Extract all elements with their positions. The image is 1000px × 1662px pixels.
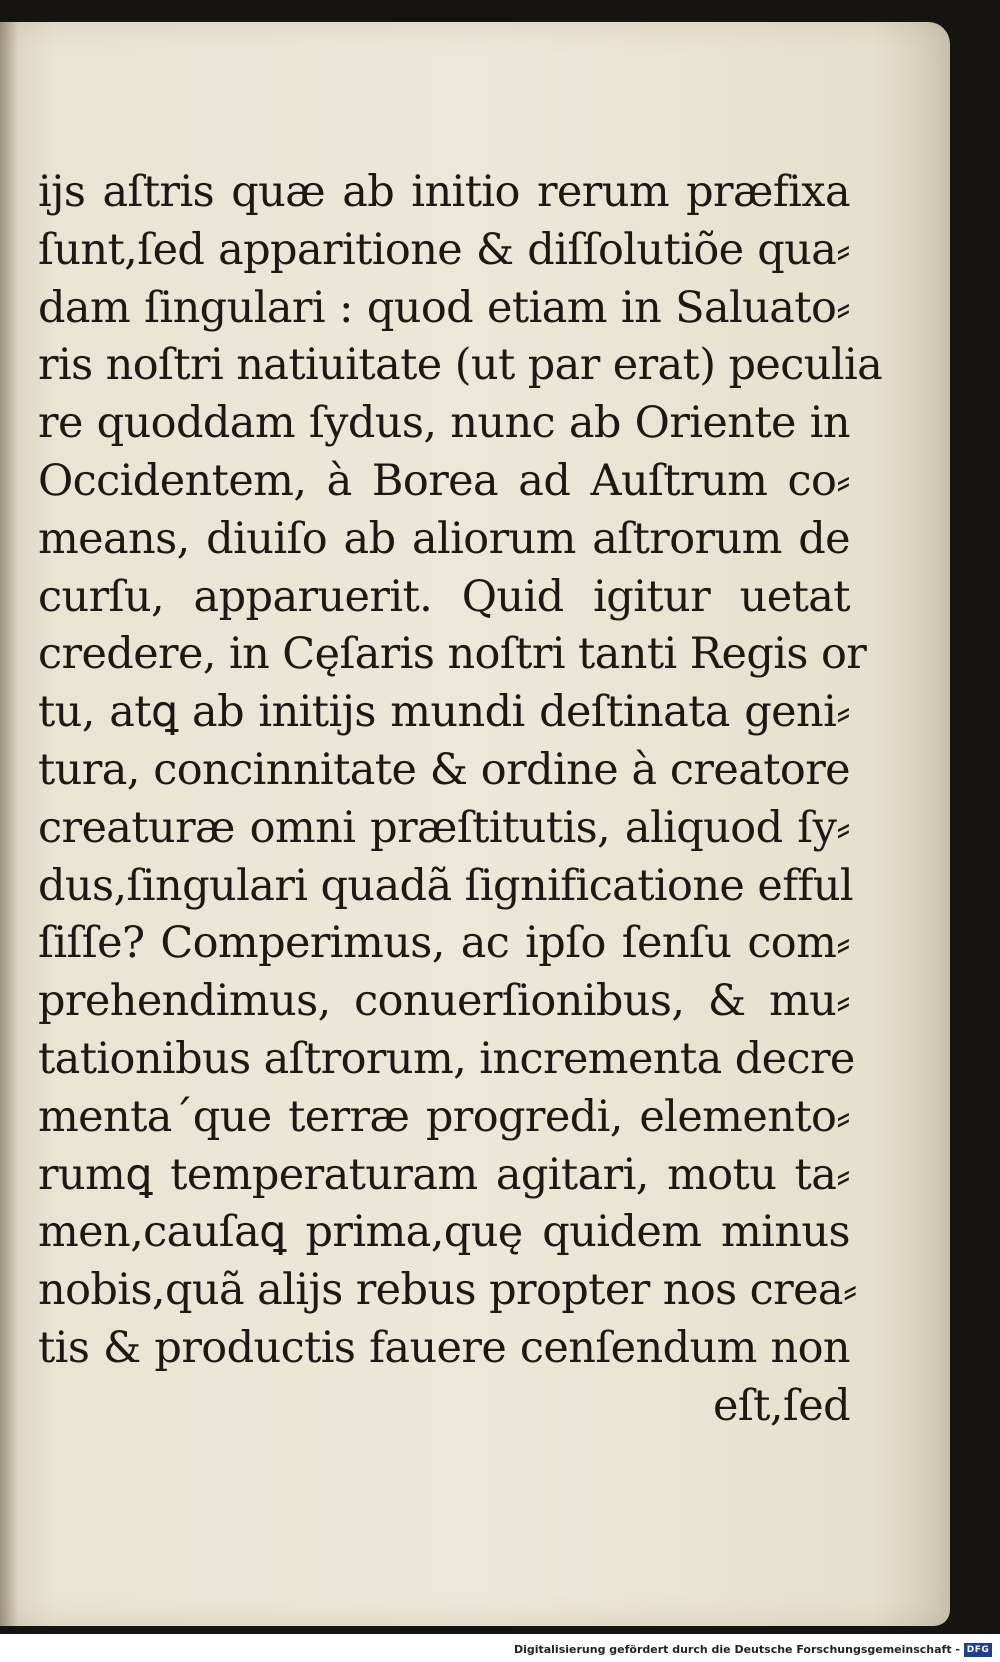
text-line: men,cauſaꝗ prima,quę quidem minus xyxy=(38,1207,850,1258)
text-line: ijs aſtris quæ ab initio rerum præfixa xyxy=(38,167,850,217)
text-line: re quoddam ſydus, nunc ab Oriente in xyxy=(38,398,850,449)
body-text xyxy=(38,164,883,1436)
funding-credit: Digitalisierung gefördert durch die Deutsche Forschungsgemeinschaft - xyxy=(513,1643,960,1656)
text-line: tura, concinnitate & ordine à creatore xyxy=(38,744,850,795)
text-line: Occidentem, à Borea ad Auſtrum co⸗ xyxy=(38,455,850,506)
page-gutter-shadow xyxy=(0,22,18,1626)
text-line: dam ſingulari : quod etiam in Saluato⸗ xyxy=(38,282,850,333)
catchword: eſt,ſed xyxy=(713,1380,850,1431)
footer-bar xyxy=(0,1634,1000,1662)
text-line: ſunt,ſed apparitione & diſſolutiõe qua⸗ xyxy=(38,224,850,275)
text-line: tu, atꝗ ab initijs mundi deſtinata geni⸗ xyxy=(38,687,850,738)
dfg-logo-icon[interactable]: DFG xyxy=(964,1643,992,1657)
text-line: rumꝗ temperaturam agitari, motu ta⸗ xyxy=(38,1149,850,1200)
text-line: ſiſſe? Comperimus, ac ipſo ſenſu com⸗ xyxy=(38,918,850,969)
text-line: dus,ſingulari quadã ſignificatione efful xyxy=(38,860,854,911)
text-line: credere, in Cęſaris noſtri tanti Regis or xyxy=(38,629,867,680)
text-line: tationibus aſtrorum, incrementa decre xyxy=(38,1033,855,1084)
text-line: nobis,quã alijs rebus propter nos crea⸗ xyxy=(38,1265,857,1316)
book-page xyxy=(0,22,950,1626)
text-line: menta´que terræ progredi, elemento⸗ xyxy=(38,1091,850,1142)
text-line: curſu, apparuerit. Quid igitur uetat xyxy=(38,571,850,622)
text-line: means, diuiſo ab aliorum aſtrorum de xyxy=(38,513,850,564)
text-line: creaturæ omni præſtitutis, aliquod ſy⸗ xyxy=(38,802,850,853)
text-line: prehendimus, conuerſionibus, & mu⸗ xyxy=(38,976,850,1027)
text-line: tis & productis fauere cenſendum non xyxy=(38,1322,850,1373)
text-line: ris noſtri natiuitate (ut par erat) peculia xyxy=(38,340,883,391)
